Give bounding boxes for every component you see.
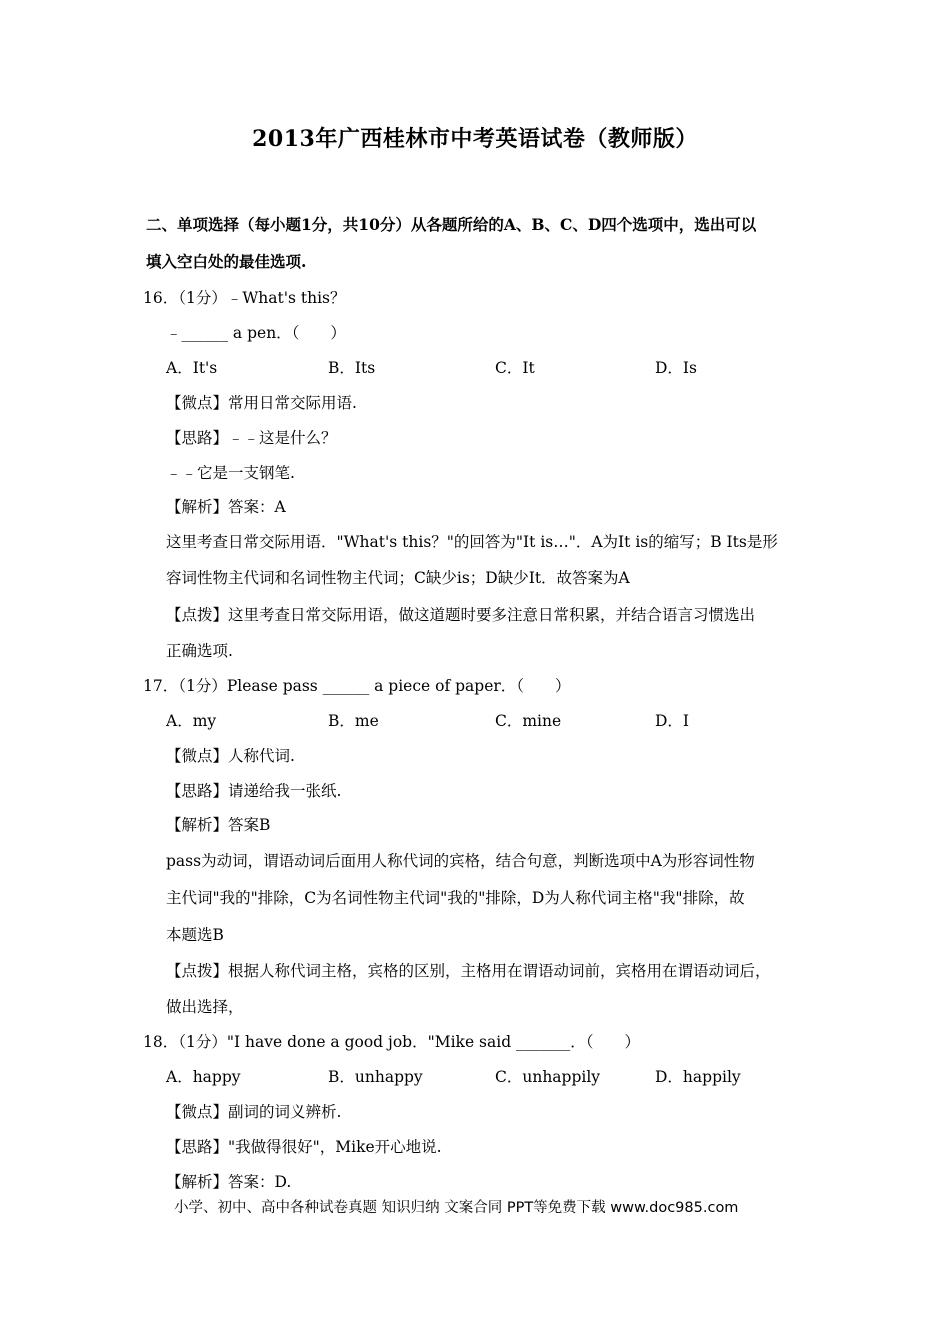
option-a: A．happy <box>166 1068 241 1086</box>
option-b: B．Its <box>328 359 376 377</box>
question-16-explain-2: 容词性物主代词和名词性物主代词；C缺少is；D缺少It．故答案为A <box>166 569 630 587</box>
question-18-silu: 【思路】"我做得很好"，Mike开心地说. <box>166 1138 442 1156</box>
question-17-dianbo-1: 【点拨】根据人称代词主格，宾格的区别，主格用在谓语动词前，宾格用在谓语动词后， <box>166 962 771 980</box>
footer-watermark: 小学、初中、高中各种试卷真题 知识归纳 文案合同 PPT等免费下载 www.doc985.com <box>174 1200 739 1216</box>
question-17-weidian: 【微点】人称代词. <box>166 747 295 765</box>
question-18-jiexi: 【解析】答案：D. <box>166 1173 292 1191</box>
option-a: A．It's <box>166 359 218 377</box>
question-17-explain-1: pass为动词，谓语动词后面用人称代词的宾格，结合句意，判断选项中A为形容词性物 <box>166 852 755 870</box>
question-18-stem: 18．（1分）"I have done a good job．"Mike said _______．（ ） <box>143 1033 641 1051</box>
question-17-explain-3: 本题选B <box>166 926 224 944</box>
question-16-jiexi: 【解析】答案：A <box>166 498 286 516</box>
option-c: C．unhappily <box>495 1068 601 1086</box>
option-c: C．mine <box>495 712 562 730</box>
section-heading <box>146 206 826 280</box>
page-title: 2013年广西桂林市中考英语试卷（教师版） <box>252 126 698 152</box>
question-17-jiexi: 【解析】答案B <box>166 816 271 834</box>
option-d: D．happily <box>655 1068 741 1086</box>
question-16-stem-2: ﹣______ a pen．（ ） <box>166 324 346 342</box>
question-17-dianbo-2: 做出选择， <box>166 998 244 1016</box>
question-18-weidian: 【微点】副词的词义辨析. <box>166 1103 342 1121</box>
option-b: B．unhappy <box>328 1068 423 1086</box>
option-d: D．I <box>655 712 690 730</box>
question-16-explain-1: 这里考查日常交际用语．"What's this？"的回答为"It is…"．A为It is的缩写；B Its是形 <box>166 533 778 551</box>
question-16-weidian: 【微点】常用日常交际用语. <box>166 394 357 412</box>
question-17-stem: 17．（1分）Please pass ______ a piece of paper．（ ） <box>143 677 571 695</box>
question-16-silu: 【思路】﹣﹣这是什么？ <box>166 429 337 447</box>
question-16-stem: 16．（1分）﹣What's this？ <box>143 289 346 307</box>
question-16-dianbo-1: 【点拨】这里考查日常交际用语，做这道题时要多注意日常积累，并结合语言习惯选出 <box>166 606 756 624</box>
option-a: A．my <box>166 712 217 730</box>
question-16-dianbo-2: 正确选项. <box>166 642 233 660</box>
question-16-silu-2: ﹣﹣它是一支钢笔. <box>166 464 295 482</box>
option-d: D．Is <box>655 359 698 377</box>
question-17-explain-2: 主代词"我的"排除，C为名词性物主代词"我的"排除，D为人称代词主格"我"排除，故 <box>166 889 745 907</box>
section-heading-line-2: 填入空白处的最佳选项. <box>146 252 307 271</box>
question-17-silu: 【思路】请递给我一张纸. <box>166 782 342 800</box>
section-heading-line-1: 二、单项选择（每小题1分，共10分）从各题所给的A、B、C、D四个选项中，选出可以 <box>146 215 757 234</box>
option-b: B．me <box>328 712 379 730</box>
option-c: C．It <box>495 359 535 377</box>
